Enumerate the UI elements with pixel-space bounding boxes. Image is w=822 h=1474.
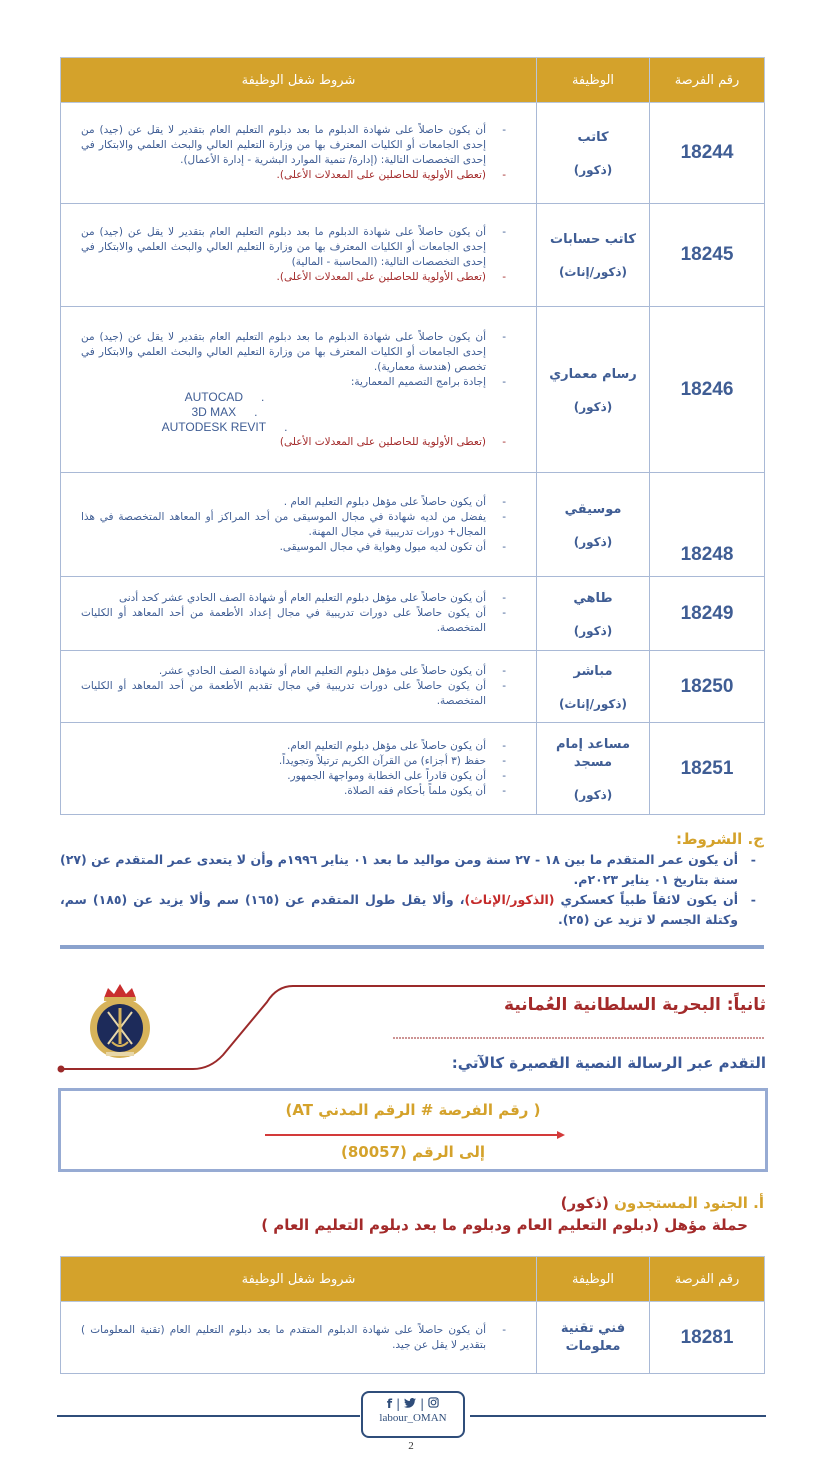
job-cell — [537, 307, 650, 473]
opportunity-number: 18246 — [650, 307, 765, 473]
royal-navy-logo-icon — [86, 980, 154, 1062]
condition-item: - أن يكون حاصلاً على مؤهل دبلوم التعليم العام أو شهادة الصف الحادي عشر كحد أدنى — [81, 591, 508, 606]
social-handle[interactable]: labour_OMAN — [379, 1412, 447, 1424]
software-name: AUTODESK REVIT — [161, 419, 267, 434]
condition-text: ، وألا يقل طول المتقدم عن (١٦٥) سم وألا يزيد عن (١٨٥) سم، وكتلة الجسم لا تزيد عن (٢٥). — [60, 892, 738, 927]
job-gender: (ذكور) — [573, 163, 613, 177]
header-opportunity-number: رقم الفرصة — [650, 58, 765, 103]
condition-item: - حفظ (٣ أجزاء) من القرآن الكريم ترتيلاً وتجويداً. — [81, 754, 508, 769]
conditions-cell — [61, 204, 537, 307]
software-item: 3D MAX . — [191, 404, 258, 419]
footer-divider-right — [470, 1415, 766, 1417]
priority-note: - (تعطى الأولوية للحاصلين على المعدلات الأعلى). — [81, 270, 508, 285]
jobs-table-2 — [60, 1256, 765, 1374]
opportunity-number: 18244 — [650, 103, 765, 204]
table-header-row — [61, 58, 765, 103]
header-job: الوظيفة — [537, 1257, 650, 1302]
conditions-heading: ج. الشروط: — [675, 830, 764, 848]
sms-format: ( رقم الفرصة # الرقم المدني AT) — [285, 1101, 541, 1119]
priority-note: - (تعطى الأولوية للحاصلين على المعدلات الأعلى) — [81, 435, 508, 450]
condition-item: - أن يكون ملماً بأحكام فقه الصلاة. — [81, 784, 508, 799]
opportunity-number: 18281 — [650, 1302, 765, 1374]
opportunity-number: 18248 — [650, 473, 765, 577]
table-row — [61, 1302, 765, 1374]
conditions-cell — [61, 1302, 537, 1374]
header-conditions: شروط شغل الوظيفة — [61, 58, 537, 103]
table-row — [61, 723, 765, 815]
condition-age: - أن يكون عمر المتقدم ما بين ١٨ - ٢٧ سنة ومن مواليد ما بعد ٠١ يناير ١٩٩٦م وأن لا يتعدى عمر المتقدم عن (٢٧) سنة بتاريخ ٠١ يناير ٢٠٢٣م. — [60, 850, 764, 890]
condition-item: - أن يكون حاصلاً على مؤهل دبلوم التعليم العام أو شهادة الصف الحادي عشر. — [81, 664, 508, 679]
table-row — [61, 103, 765, 204]
condition-item: - أن يكون حاصلاً على دورات تدريبية في مجال إعداد الأطعمة من أحد المعاهد أو الكليات المتخصصة. — [81, 606, 508, 636]
conditions-cell — [61, 651, 537, 723]
job-title: مباشر — [573, 663, 613, 679]
arrow-right-icon — [265, 1131, 565, 1139]
icon-separator: | — [420, 1397, 425, 1411]
condition-item: - أن يكون حاصلاً على شهادة الدبلوم المتقدم ما بعد دبلوم التعليم العام (تقنية المعلومات ) بتقدير لا يقل عن جيد. — [81, 1323, 508, 1353]
facebook-icon[interactable]: f — [386, 1397, 393, 1411]
job-cell — [537, 204, 650, 307]
twitter-icon[interactable] — [400, 1397, 420, 1411]
job-title: كاتب — [577, 130, 609, 145]
job-title: رسام معماري — [549, 366, 637, 382]
subsection-heading — [561, 1194, 764, 1212]
icon-separator: | — [396, 1397, 401, 1411]
jobs-table-1 — [60, 57, 765, 815]
social-media-badge — [361, 1391, 465, 1438]
condition-item: - أن يكون حاصلاً على شهادة الدبلوم ما بعد دبلوم التعليم العام بتقدير لا يقل عن (جيد) من إحدى الجامعات أو الكليات المعترف بها من وزارة التعليم العالي والبحث العلمي والابتكار في تخصص (هندسة معمارية). — [81, 330, 508, 375]
table-row — [61, 473, 765, 577]
job-title: كاتب حسابات — [550, 232, 636, 247]
job-gender: (ذكور/إناث) — [558, 265, 628, 279]
section-divider — [60, 945, 764, 949]
condition-medical — [60, 890, 764, 930]
gender-highlight: (الذكور/الإناث) — [464, 892, 555, 907]
job-cell — [537, 1302, 650, 1374]
job-cell — [537, 103, 650, 204]
job-title: موسيقي — [564, 501, 622, 517]
condition-item: - أن يكون حاصلاً على مؤهل دبلوم التعليم العام. — [81, 739, 508, 754]
job-cell — [537, 577, 650, 651]
job-title: طاهي — [573, 590, 613, 606]
job-gender: (ذكور) — [573, 534, 613, 549]
subsection-qualification: حملة مؤهل (دبلوم التعليم العام ودبلوم ما بعد دبلوم التعليم العام ) — [261, 1216, 748, 1234]
conditions-cell — [61, 577, 537, 651]
condition-item: - إجادة برامج التصميم المعمارية: — [81, 375, 508, 390]
table-row — [61, 577, 765, 651]
sms-format-box — [58, 1088, 768, 1172]
software-name: AUTOCAD — [184, 389, 244, 404]
subsection-gender: (ذكور) — [560, 1194, 609, 1212]
footer-divider-left — [57, 1415, 360, 1417]
table-row — [61, 651, 765, 723]
opportunity-number: 18251 — [650, 723, 765, 815]
table-row — [61, 307, 765, 473]
instagram-icon[interactable] — [424, 1397, 443, 1411]
conditions-cell — [61, 307, 537, 473]
condition-item: - أن يكون قادراً على الخطابة ومواجهة الجمهور. — [81, 769, 508, 784]
general-conditions — [60, 830, 764, 930]
condition-item: - يفضل من لديه شهادة في مجال الموسيقى من أحد المراكز أو المعاهد المتخصصة في هذا المجال+ دورات تدريبية في مجال المهنة. — [81, 510, 508, 540]
opportunity-number: 18249 — [650, 577, 765, 651]
conditions-cell — [61, 723, 537, 815]
job-title: مساعد إمام مسجد — [556, 736, 630, 770]
subsection-label: أ. الجنود المستجدون — [614, 1194, 764, 1212]
condition-item: - أن يكون حاصلاً على شهادة الدبلوم ما بعد دبلوم التعليم العام بتقدير لا يقل عن (جيد) من إحدى الجامعات أو الكليات المعترف بها من وزارة التعليم العالي والبحث العلمي والابتكار في إحدى التخصصات التالية: (المحاسبة - المالية) — [81, 225, 508, 270]
condition-item: - أن تكون لديه ميول وهواية في مجال الموسيقى. — [81, 540, 508, 555]
job-gender: (ذكور/إناث) — [558, 696, 628, 711]
software-name: 3D MAX — [191, 404, 237, 419]
opportunity-number: 18245 — [650, 204, 765, 307]
page-number: 2 — [408, 1440, 414, 1452]
job-gender: (ذكور) — [573, 787, 613, 802]
condition-item: - أن يكون حاصلاً على شهادة الدبلوم ما بعد دبلوم التعليم العام بتقدير لا يقل عن (جيد) من إحدى الجامعات أو الكليات المعترف بها من وزارة التعليم العالي والبحث العلمي والابتكار في إحدى التخصصات التالية: (إدارة/ تنمية الموارد البشرية - إدارة الأعمال). — [81, 123, 508, 168]
opportunity-number: 18250 — [650, 651, 765, 723]
software-item: AUTODESK REVIT . — [161, 419, 288, 434]
priority-note: - (تعطى الأولوية للحاصلين على المعدلات الأعلى). — [81, 168, 508, 183]
header-job: الوظيفة — [537, 58, 650, 103]
conditions-cell — [61, 473, 537, 577]
condition-item: - أن يكون حاصلاً على مؤهل دبلوم التعليم العام . — [81, 495, 508, 510]
job-cell — [537, 651, 650, 723]
header-opportunity-number: رقم الفرصة — [650, 1257, 765, 1302]
conditions-cell — [61, 103, 537, 204]
table-header-row — [61, 1257, 765, 1302]
sms-recipient-number: إلى الرقم (80057) — [341, 1143, 485, 1161]
job-cell — [537, 723, 650, 815]
job-gender: (ذكور) — [573, 399, 613, 414]
condition-item: - أن يكون حاصلاً على دورات تدريبية في مجال تقديم الأطعمة من أحد المعاهد أو الكليات المتخصصة. — [81, 679, 508, 709]
condition-text: أن يكون لائقاً طبياً كعسكري — [554, 892, 738, 907]
navy-section-title: ثانياً: البحرية السلطانية العُمانية — [504, 995, 766, 1015]
job-cell — [537, 473, 650, 577]
table-row — [61, 204, 765, 307]
header-conditions: شروط شغل الوظيفة — [61, 1257, 537, 1302]
job-gender: (ذكور) — [573, 623, 613, 638]
software-item: AUTOCAD . — [184, 389, 265, 404]
sms-instructions-heading: التقدم عبر الرسالة النصية القصيرة كالآتي: — [451, 1054, 766, 1072]
job-title: فني تقنية معلومات — [560, 1320, 626, 1354]
